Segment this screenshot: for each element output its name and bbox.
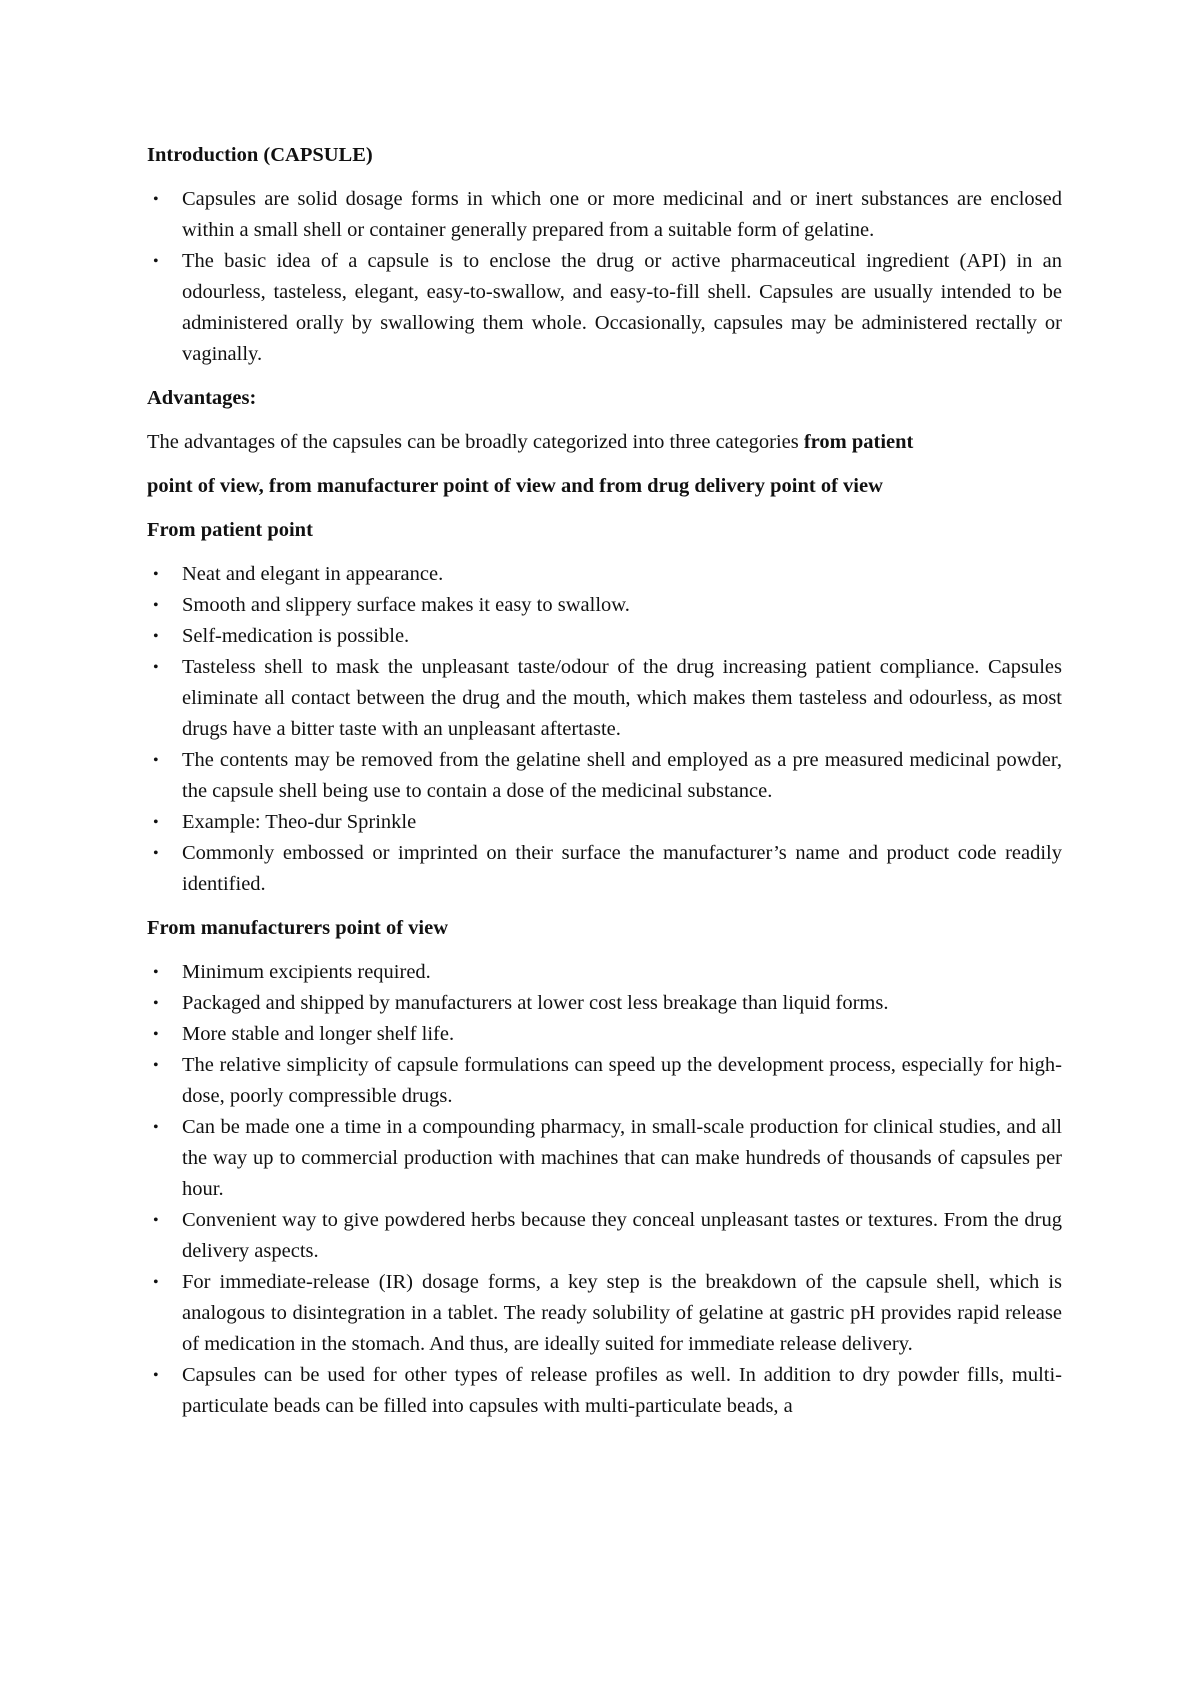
bullet-icon: • (153, 845, 159, 862)
list-item (147, 590, 1062, 621)
advantages-text: The advantages of the capsules can be broadly categorized into three categories (147, 431, 804, 453)
list-item-text: Neat and elegant in appearance. (182, 563, 444, 585)
bullet-icon: • (153, 814, 159, 831)
list-item-text: Smooth and slippery surface makes it easy to swallow. (182, 594, 630, 616)
intro-heading: Introduction (CAPSULE) (147, 144, 373, 166)
list-item-text: Capsules can be used for other types of release profiles as well. In addition to dry powder fills, multi-particulate beads can be filled into capsules with multi-particulate beads, a (182, 1364, 1062, 1417)
list-item-text: Commonly embossed or imprinted on their surface the manufacturer’s name and product code readily identified. (182, 842, 1062, 895)
advantages-heading: Advantages: (147, 387, 257, 409)
list-item (147, 1267, 1062, 1360)
list-item-text: Self-medication is possible. (182, 625, 410, 647)
list-item (147, 652, 1062, 745)
list-item-text: Can be made one a time in a compounding pharmacy, in small-scale production for clinical studies, and all the way up to commercial production with machines that can make hundreds of thousands of capsules per hour. (182, 1116, 1062, 1200)
bullet-icon: • (153, 253, 159, 270)
bullet-icon: • (153, 566, 159, 583)
advantages-emphasis-a: from patient (803, 431, 914, 453)
list-item (147, 621, 1062, 652)
manufacturer-bullet-list (147, 957, 1062, 1422)
bullet-icon: • (153, 597, 159, 614)
list-item-text: Packaged and shipped by manufacturers at lower cost less breakage than liquid forms. (182, 992, 889, 1014)
list-item (147, 838, 1062, 900)
list-item-text: More stable and longer shelf life. (182, 1023, 455, 1045)
patient-bullet-list (147, 559, 1062, 900)
list-item-text: The basic idea of a capsule is to enclose the drug or active pharmaceutical ingredient (API) in an odourless, tasteless, elegant, easy-to-swallow, and easy-to-fill shell. Capsules are usually intended to be administered orally by swallowing them whole. Occasionally, capsules may be administered rectally or vaginally. (182, 250, 1062, 365)
list-item (147, 1050, 1062, 1112)
bullet-icon: • (153, 628, 159, 645)
list-item-text: The relative simplicity of capsule formulations can speed up the development process, especially for high-dose, poorly compressible drugs. (182, 1054, 1062, 1107)
bullet-icon: • (153, 1119, 159, 1136)
bullet-icon: • (153, 1274, 159, 1291)
list-item (147, 957, 1062, 988)
list-item-text: Minimum excipients required. (182, 961, 431, 983)
list-item (147, 559, 1062, 590)
patient-heading: From patient point (147, 519, 313, 541)
bullet-icon: • (153, 752, 159, 769)
list-item (147, 1205, 1062, 1267)
bullet-icon: • (153, 1367, 159, 1384)
bullet-icon: • (153, 191, 159, 208)
list-item (147, 246, 1062, 370)
bullet-icon: • (153, 1026, 159, 1043)
bullet-icon: • (153, 995, 159, 1012)
advantages-emphasis-b: point of view, from manufacturer point of view and from drug delivery point of view (147, 475, 883, 497)
bullet-icon: • (153, 964, 159, 981)
list-item (147, 988, 1062, 1019)
list-item (147, 1019, 1062, 1050)
intro-bullet-list (147, 184, 1062, 370)
bullet-icon: • (153, 1212, 159, 1229)
list-item (147, 807, 1062, 838)
bullet-icon: • (153, 1057, 159, 1074)
list-item-text: Convenient way to give powdered herbs because they conceal unpleasant tastes or textures. From the drug delivery aspects. (182, 1209, 1062, 1262)
list-item-text: Capsules are solid dosage forms in which one or more medicinal and or inert substances are enclosed within a small shell or container generally prepared from a suitable form of gelatine. (182, 188, 1062, 241)
list-item (147, 745, 1062, 807)
list-item-text: The contents may be removed from the gelatine shell and employed as a pre measured medicinal powder, the capsule shell being use to contain a dose of the medicinal substance. (182, 749, 1062, 802)
list-item-text: For immediate-release (IR) dosage forms, a key step is the breakdown of the capsule shell, which is analogous to disintegration in a tablet. The ready solubility of gelatine at gastric pH provides rapid release of medication in the stomach. And thus, are ideally suited for immediate release delivery. (182, 1271, 1062, 1355)
list-item (147, 1112, 1062, 1205)
advantages-paragraph (147, 427, 1062, 458)
bullet-icon: • (153, 659, 159, 676)
list-item-text: Tasteless shell to mask the unpleasant taste/odour of the drug increasing patient compliance. Capsules eliminate all contact between the drug and the mouth, which makes them tasteless and odourless, as most drugs have a bitter taste with an unpleasant aftertaste. (182, 656, 1062, 740)
list-item (147, 1360, 1062, 1422)
list-item (147, 184, 1062, 246)
manufacturer-heading: From manufacturers point of view (147, 917, 449, 939)
document-page (147, 140, 1062, 1435)
list-item-text: Example: Theo-dur Sprinkle (182, 811, 417, 833)
